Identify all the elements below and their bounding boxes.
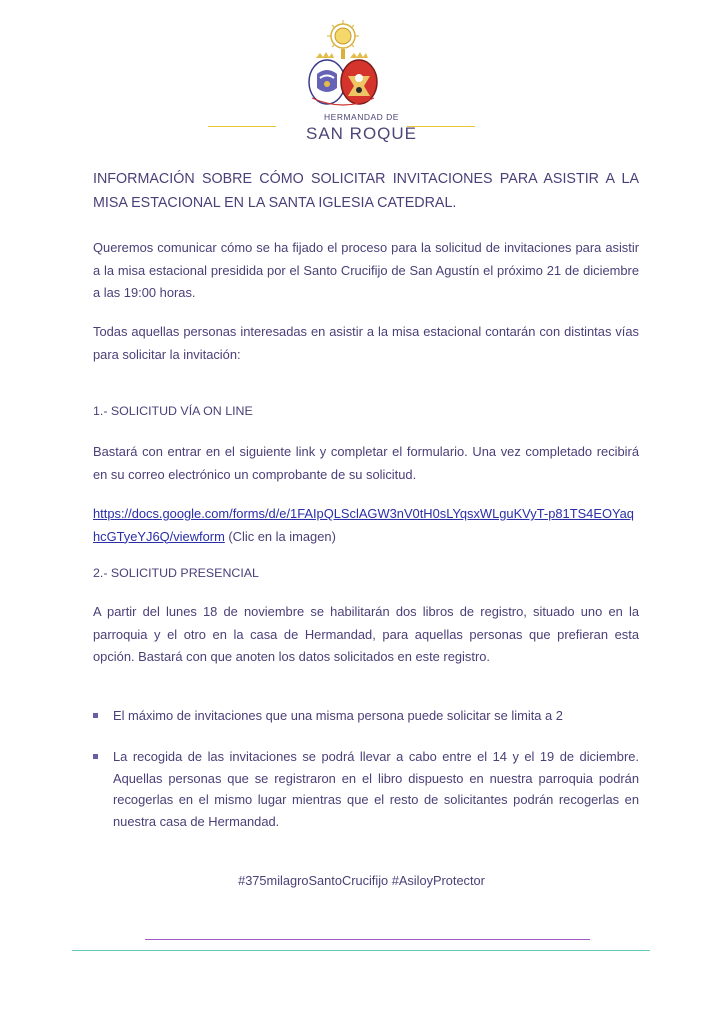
section-presencial-heading: 2.- SOLICITUD PRESENCIAL xyxy=(93,566,259,580)
section-presencial-text: A partir del lunes 18 de noviembre se habilitarán dos libros de registro, situado uno en la parroquia y el otro en la casa de Hermandad, para aquellas personas que prefieran esta opción. Bastará con que anoten los datos solicitados en este registro. xyxy=(93,604,639,664)
bullet-text: La recogida de las invitaciones se podrá llevar a cabo entre el 14 y el 19 de diciembre. Aquellas personas que se registraron en el libro dispuesto en nuestra parroquia podrán recogerlas en el mismo lugar mientras que el resto de solicitantes podrán recogerlas en nuestra casa de Hermandad. xyxy=(113,749,639,829)
form-link[interactable]: https://docs.google.com/forms/d/e/1FAIpQLSclAGW3nV0tH0sLYqsxWLguKVyT-p81TS4EOYaqhcGTyeYJ6Q/viewform xyxy=(93,506,634,544)
section-online-heading: 1.- SOLICITUD VÍA ON LINE xyxy=(93,404,253,418)
form-link-note: (Clic en la imagen) xyxy=(224,528,336,544)
bullet-square-icon xyxy=(93,754,98,759)
hermandad-crest-icon xyxy=(298,18,388,110)
document-title: INFORMACIÓN SOBRE CÓMO SOLICITAR INVITACIONES PARA ASISTIR A LA MISA ESTACIONAL EN LA SANTA IGLESIA CATEDRAL. xyxy=(93,171,639,211)
bullet-square-icon xyxy=(93,713,98,718)
brand-title: SAN ROQUE xyxy=(305,124,418,143)
section-online-text: Bastará con entrar en el siguiente link y completar el formulario. Una vez completado recibirá en su correo electrónico un comprobante de su solicitud. xyxy=(93,444,639,482)
footer-rule-green xyxy=(72,950,650,951)
bullet-text: El máximo de invitaciones que una misma persona puede solicitar se limita a 2 xyxy=(113,708,563,723)
intro-paragraph-2: Todas aquellas personas interesadas en asistir a la misa estacional contarán con distintas vías para solicitar la invitación: xyxy=(93,324,639,362)
brand-subtitle: HERMANDAD DE xyxy=(324,112,399,122)
form-link-line xyxy=(93,503,639,548)
footer-rule-purple xyxy=(145,939,590,940)
hashtags: #375milagroSantoCrucifijo #AsiloyProtector xyxy=(238,873,485,888)
intro-paragraph: Queremos comunicar cómo se ha fijado el proceso para la solicitud de invitaciones para asistir a la misa estacional presidida por el Santo Crucifijo de San Agustín el próximo 21 de diciembre a las 19:00 horas. xyxy=(93,240,639,300)
